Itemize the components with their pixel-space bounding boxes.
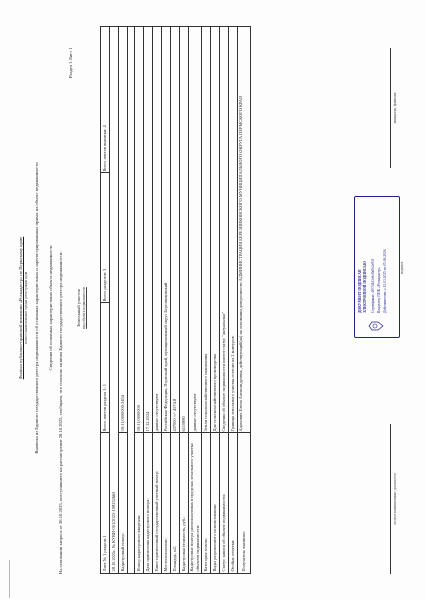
date-row bbox=[110, 27, 119, 573]
row-value: 437000 +/- 4574.8 bbox=[172, 398, 177, 432]
table-row bbox=[220, 27, 229, 573]
org-name: Филиал публично-правовой компании «Роскадастр» по Пермскому краю bbox=[18, 236, 23, 380]
row-value: 17.12.2024 bbox=[145, 411, 150, 432]
table-row bbox=[238, 27, 250, 573]
row-label: Получатель выписки: bbox=[241, 531, 246, 572]
row-label: Особые отметки: bbox=[230, 539, 235, 572]
row-value: Адамович Елена Александровна, действующий(ая) на основании доверенности АДМИНИСТРАЦИЯ БЕРЕЗНИКОВСКОГО МУНИЦИПАЛЬНОГО ОКРУГА ПЕРМСКОГО КРАЯ bbox=[238, 96, 243, 432]
emblem-icon bbox=[368, 319, 384, 333]
table-row bbox=[189, 27, 202, 573]
spacer-row bbox=[128, 27, 135, 573]
name-line bbox=[390, 48, 391, 168]
characteristics-table bbox=[100, 26, 251, 574]
row-label: Категория земель: bbox=[203, 537, 208, 572]
row-value: 59:11:0000000 bbox=[136, 405, 141, 432]
table-row bbox=[180, 27, 189, 573]
row-value: данные отсутствуют bbox=[154, 393, 159, 432]
request-basis: На основании запроса от 28.10.2025, поступившего на рассмотрение 28.10.2025, сообщаем, что согласно записям Единого государственного реестра недвижимости: bbox=[58, 251, 63, 574]
table-row bbox=[144, 27, 153, 573]
document-subtitle: Сведения об основных характеристиках объекта недвижимости bbox=[48, 245, 53, 371]
position-caption: полное наименование должности bbox=[393, 473, 397, 525]
sheets-total: Всего листов выписки: 4 bbox=[102, 125, 107, 172]
row-value: Сведения об объекте недвижимости имеют статус "актуальные" bbox=[221, 311, 226, 432]
row-label: Дата присвоения кадастрового номера: bbox=[145, 498, 150, 572]
stamp-title: ДОКУМЕНТ ПОДПИСАН bbox=[358, 269, 362, 313]
row-label: Ранее присвоенный государственный учетный номер: bbox=[154, 470, 159, 572]
table-row bbox=[229, 27, 238, 573]
summary-row bbox=[101, 27, 110, 573]
row-value: данные отсутствуют bbox=[192, 393, 197, 432]
table-row bbox=[211, 27, 220, 573]
sheets-in-section: Всего листов раздела 1: 1 bbox=[102, 383, 107, 432]
cad-number-value: 59:11:0000000:3454 bbox=[120, 395, 125, 432]
document-title: Выписка из Единого государственного реестра недвижимости об основных характеристиках и зарегистрированных правах на объект недвижимости bbox=[34, 162, 39, 454]
rotated-document bbox=[12, 28, 412, 588]
name-caption: инициалы, фамилия bbox=[393, 92, 397, 124]
scan-edge-mark bbox=[9, 560, 10, 598]
row-label: Кадастровые номера расположенных в пределах земельного участка объектов недвижимости: bbox=[189, 443, 200, 572]
table-row bbox=[162, 27, 171, 573]
cad-number-row bbox=[119, 27, 128, 573]
signature-caption: подпись bbox=[400, 261, 404, 275]
row-value: Земли сельскохозяйственного назначения bbox=[203, 353, 208, 432]
row-value: Граница земельного участка состоит из 2 контуров. bbox=[230, 335, 235, 432]
stamp-certificate: Сертификат: 4f57d1d3e6c8a0b2e91f bbox=[371, 258, 375, 313]
sections-total: Всего разделов: 3 bbox=[102, 268, 107, 302]
object-type: Земельный участок bbox=[76, 289, 81, 327]
row-label: Площадь, м2: bbox=[172, 545, 177, 572]
row-label: Местоположение: bbox=[163, 538, 168, 572]
sheet-number: Лист № 1 раздела 1 bbox=[102, 535, 107, 572]
table-row bbox=[171, 27, 180, 573]
cad-number-label: Кадастровый номер: bbox=[120, 533, 125, 572]
row-label: Статус записи об объекте недвижимости: bbox=[221, 494, 226, 572]
e-signature-stamp bbox=[354, 196, 400, 338]
position-line bbox=[390, 424, 391, 574]
section-label: Раздел 1 Лист 1 bbox=[68, 47, 73, 78]
stamp-subtitle: ЭЛЕКТРОННОЙ ПОДПИСЬЮ bbox=[363, 261, 367, 313]
object-type-caption: вид объекта недвижимости bbox=[82, 287, 86, 329]
table-row bbox=[135, 27, 144, 573]
row-label: Номер кадастрового квартала: bbox=[136, 514, 141, 572]
row-value: Российская Федерация, Пермский край, муниципальный округ Березниковский bbox=[163, 282, 168, 432]
row-value: 6110880 bbox=[181, 416, 186, 432]
table-row bbox=[153, 27, 162, 573]
org-caption: полное наименование органа регистрации прав bbox=[24, 271, 28, 345]
row-value: Для сельскохозяйственного производства bbox=[212, 354, 217, 432]
row-label: Виды разрешенного использования: bbox=[212, 503, 217, 572]
extract-date-number: 28.10.2025г. № КУВИ-001/2025-198232663 bbox=[111, 491, 116, 572]
row-label: Кадастровая стоимость, руб.: bbox=[181, 516, 186, 572]
stamp-validity: Действителен: с 12.03.2025 по 05.06.2026 bbox=[383, 249, 387, 313]
table-row bbox=[202, 27, 211, 573]
stamp-owner: Владелец: ППК «Роскадастр» bbox=[377, 267, 381, 313]
